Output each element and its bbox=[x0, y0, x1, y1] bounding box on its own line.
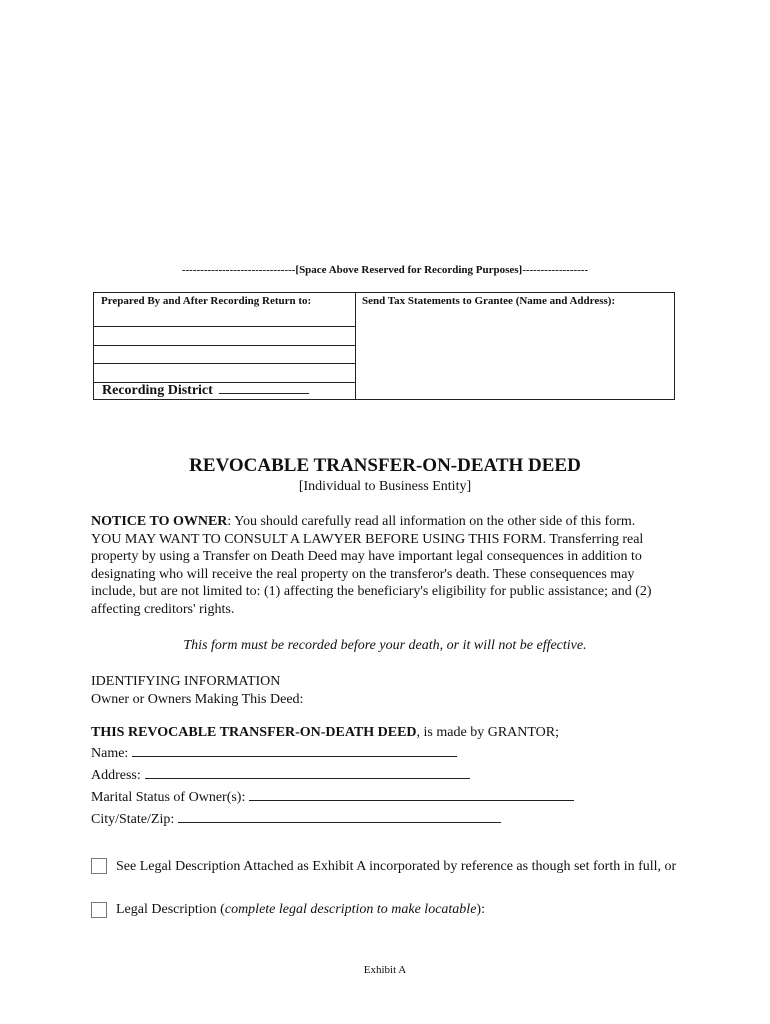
identifying-heading: IDENTIFYING INFORMATION bbox=[91, 674, 281, 689]
deed-rest-text: , is made by GRANTOR; bbox=[416, 725, 560, 740]
recording-district-label: Recording District bbox=[102, 383, 213, 398]
option-legal-prefix: Legal Description ( bbox=[116, 902, 225, 917]
city-field[interactable] bbox=[178, 821, 501, 823]
prepared-by-line-3[interactable] bbox=[94, 363, 355, 364]
send-tax-label: Send Tax Statements to Grantee (Name and Address): bbox=[362, 295, 616, 307]
notice-text: : You should carefully read all information on the other side of this form. YOU MAY WANT TO CONSULT A LAWYER BEFORE USING THIS FORM. Transferring real property by using a Transfer on Death Deed may have important legal consequences in addition to designating who will receive the real property on the transferor's death. These consequences may include, but are not limited to: (1) affecting the beneficiary's eligibility for public assistance; and (2) affecting creditors' rights. bbox=[91, 514, 652, 617]
address-field-row bbox=[91, 768, 470, 784]
document-title: REVOCABLE TRANSFER-ON-DEATH DEED bbox=[189, 455, 581, 476]
address-field[interactable] bbox=[145, 777, 470, 779]
recording-info-table bbox=[93, 292, 675, 400]
option-legal-description-text bbox=[116, 902, 485, 918]
deed-bold-text: THIS REVOCABLE TRANSFER-ON-DEATH DEED bbox=[91, 725, 417, 740]
option-legal-suffix: ): bbox=[476, 902, 485, 917]
prepared-by-line-1[interactable] bbox=[94, 326, 355, 327]
name-field[interactable] bbox=[132, 755, 457, 757]
prepared-by-label: Prepared By and After Recording Return to: bbox=[101, 295, 312, 307]
option-legal-italic: complete legal description to make locatable bbox=[224, 902, 477, 917]
name-field-row bbox=[91, 746, 457, 762]
option-legal-description-checkbox[interactable] bbox=[91, 902, 107, 918]
reserved-space-header: -------------------------------[Space Above Reserved for Recording Purposes]------------------ bbox=[181, 264, 589, 276]
page-footer: Exhibit A bbox=[363, 964, 407, 976]
marital-field[interactable] bbox=[249, 799, 574, 801]
option-exhibit-text: See Legal Description Attached as Exhibit A incorporated by reference as though set forth in full, or bbox=[116, 859, 677, 874]
owners-label: Owner or Owners Making This Deed: bbox=[91, 692, 304, 707]
deed-statement bbox=[91, 725, 559, 741]
marital-field-row bbox=[91, 790, 574, 806]
address-label: Address: bbox=[91, 768, 141, 783]
recording-district bbox=[102, 383, 309, 399]
city-field-row bbox=[91, 812, 501, 828]
city-label: City/State/Zip: bbox=[91, 812, 175, 827]
prepared-by-line-2[interactable] bbox=[94, 345, 355, 346]
notice-label: NOTICE TO OWNER bbox=[91, 514, 228, 529]
marital-label: Marital Status of Owner(s): bbox=[91, 790, 246, 805]
notice-to-owner bbox=[91, 513, 666, 618]
recording-district-field[interactable] bbox=[219, 392, 309, 394]
record-warning: This form must be recorded before your death, or it will not be effective. bbox=[183, 638, 587, 653]
prepared-by-cell bbox=[94, 293, 356, 399]
name-label: Name: bbox=[91, 746, 129, 761]
document-subtitle: [Individual to Business Entity] bbox=[298, 479, 472, 494]
